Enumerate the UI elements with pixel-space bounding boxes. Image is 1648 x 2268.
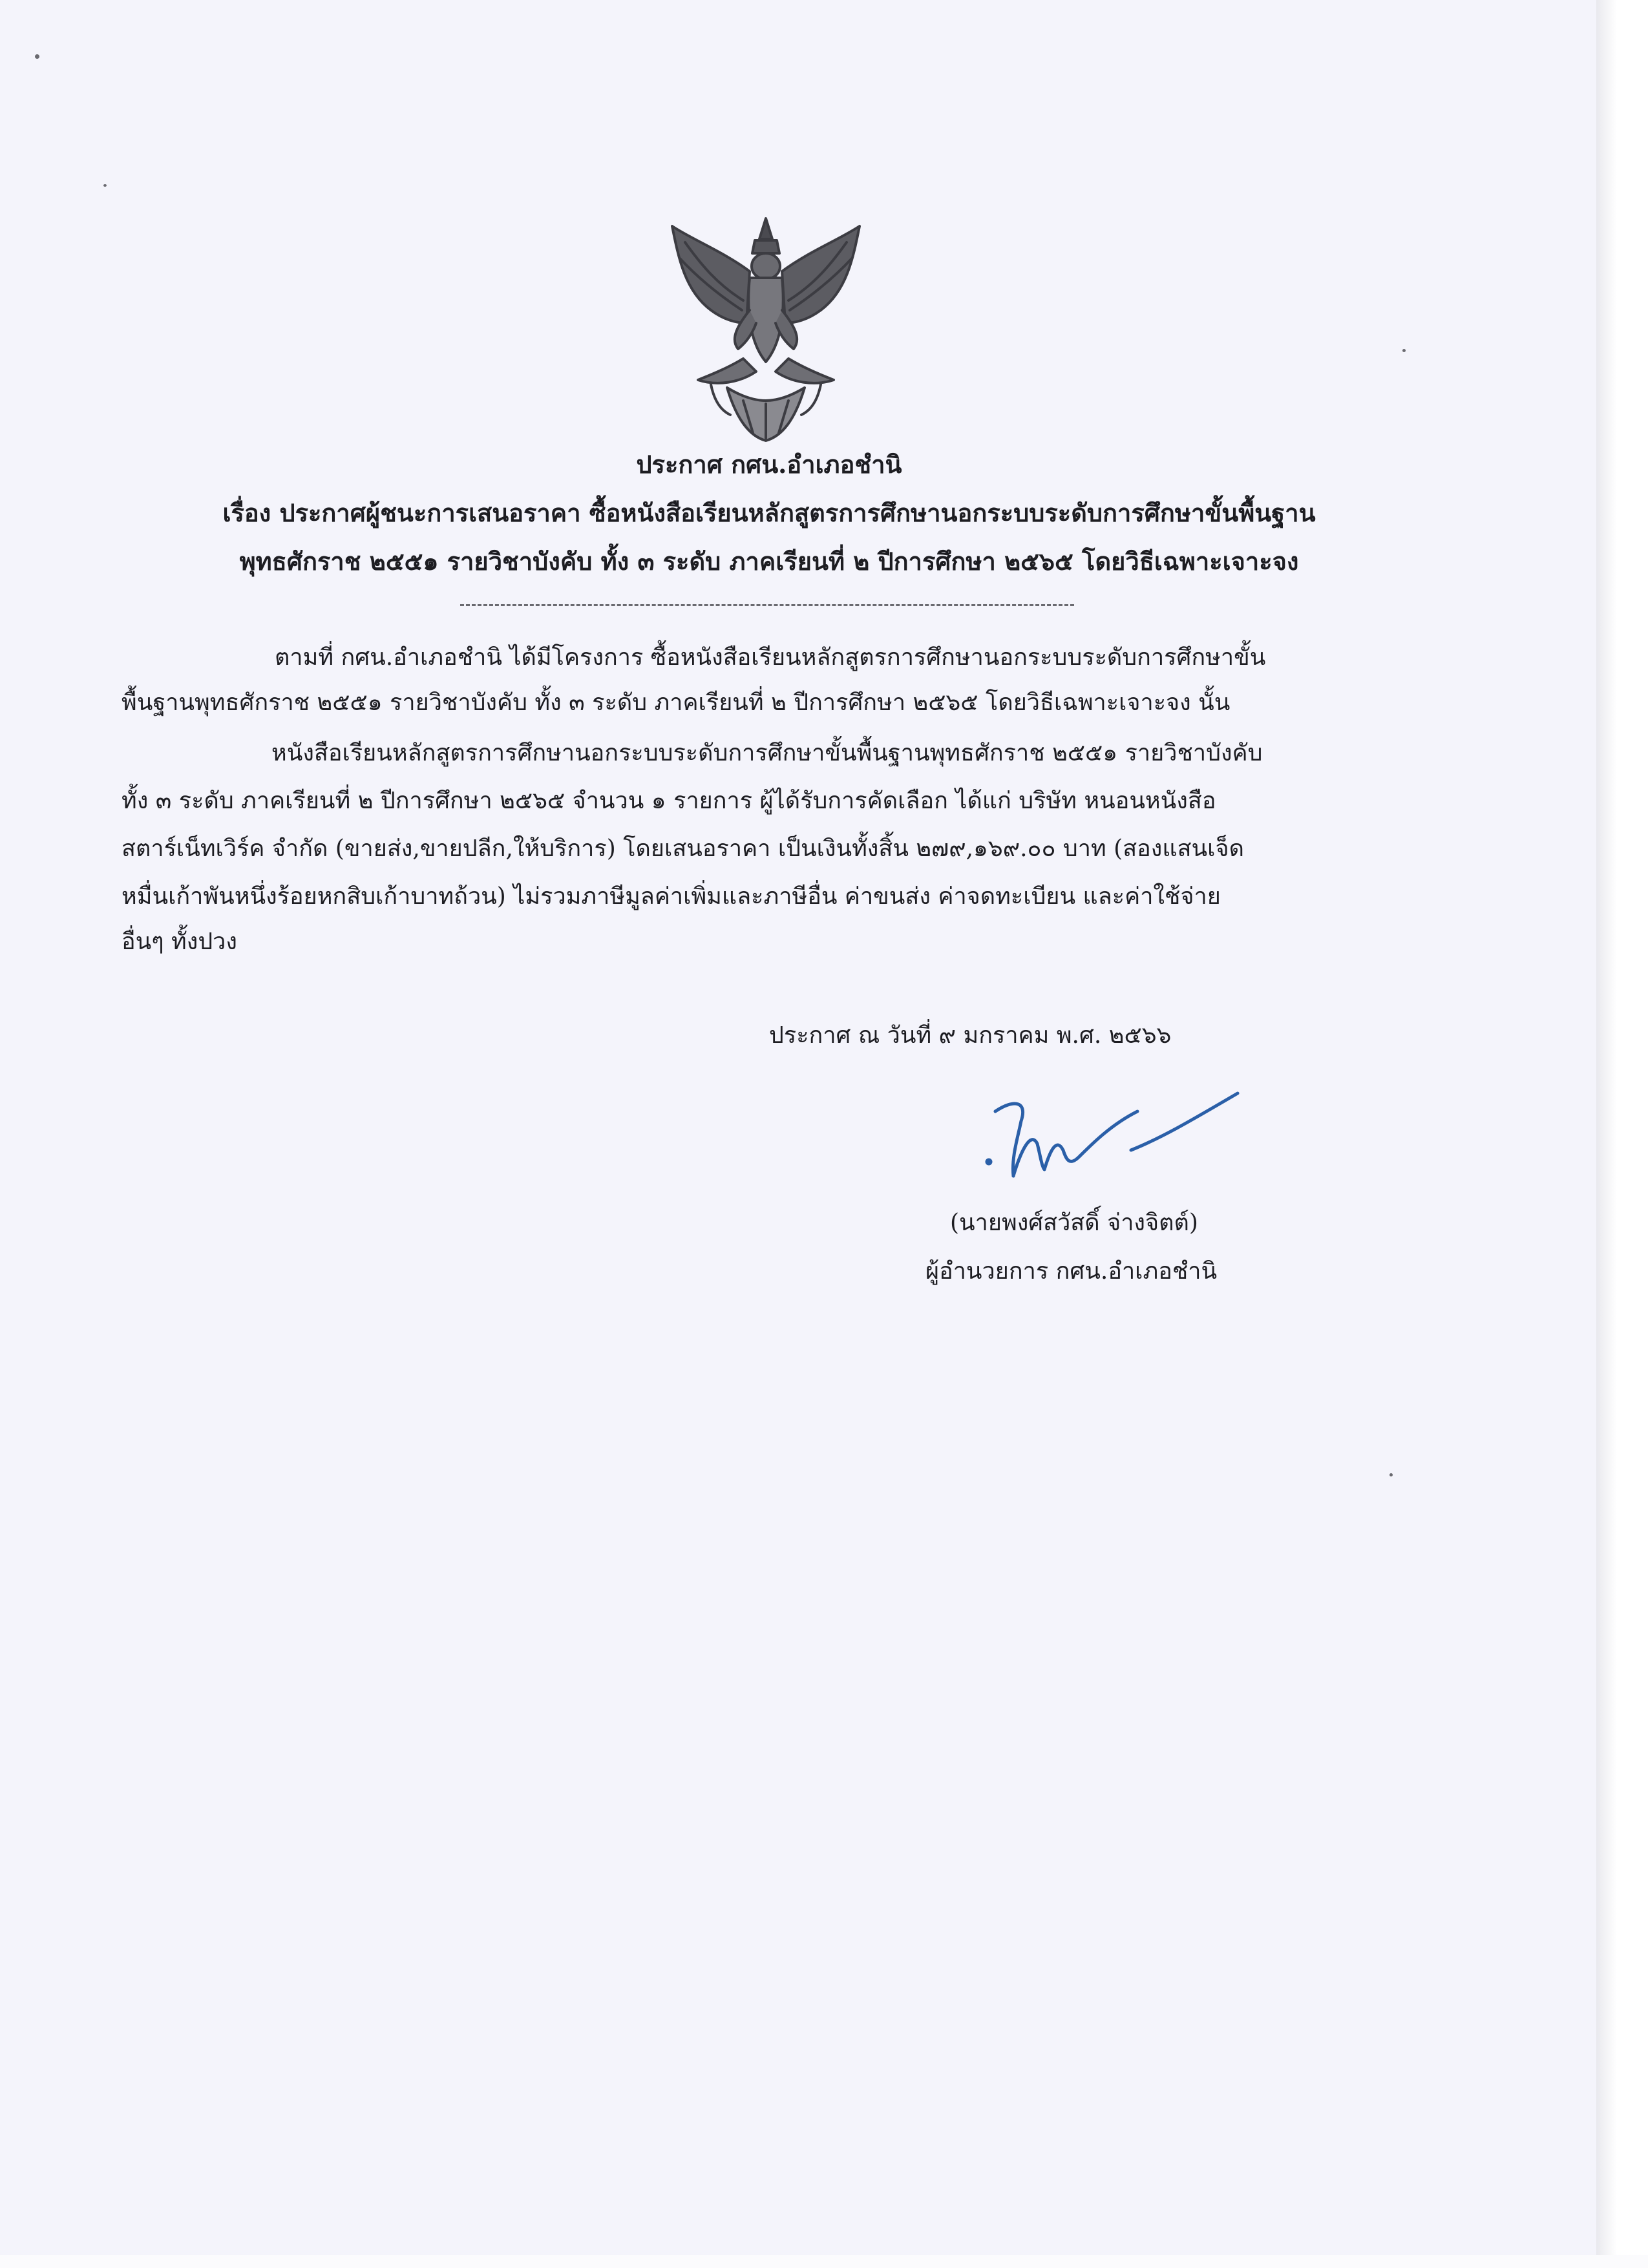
announcement-title: ประกาศ กศน.อำเภอชำนิ (636, 450, 902, 479)
paragraph-2-line-2: ทั้ง ๓ ระดับ ภาคเรียนที่ ๒ ปีการศึกษา ๒๕๖๕ จำนวน ๑ รายการ ผู้ได้รับการคัดเลือก ได้แก่ บริษัท หนอนหนังสือ (121, 788, 1216, 814)
paragraph-2-line-4: หมื่นเก้าพันหนึ่งร้อยหกสิบเก้าบาทถ้วน) ไม่รวมภาษีมูลค่าเพิ่มและภาษีอื่น ค่าขนส่ง ค่าจดทะเบียน และค่าใช้จ่าย (121, 883, 1221, 910)
subject-line-2: พุทธศักราช ๒๕๕๑ รายวิชาบังคับ ทั้ง ๓ ระดับ ภาคเรียนที่ ๒ ปีการศึกษา ๒๕๖๕ โดยวิธีเฉพาะเจาะจง (239, 547, 1299, 576)
scan-bottom-edge (0, 2255, 1648, 2268)
announcement-date: ประกาศ ณ วันที่ ๙ มกราคม พ.ศ. ๒๕๖๖ (769, 1022, 1172, 1049)
paragraph-2-line-3: สตาร์เน็ทเวิร์ค จำกัด (ขายส่ง,ขายปลีก,ให้บริการ) โดยเสนอราคา เป็นเงินทั้งสิ้น ๒๗๙,๑๖๙.๐๐ บาท (สองแสนเจ็ด (121, 835, 1244, 862)
scan-speck (1402, 349, 1406, 352)
paragraph-2-line-1: หนังสือเรียนหลักสูตรการศึกษานอกระบบระดับการศึกษาขั้นพื้นฐานพุทธศักราช ๒๕๕๑ รายวิชาบังคับ (271, 740, 1263, 766)
paragraph-2-line-5: อื่นๆ ทั้งปวง (121, 929, 237, 955)
garuda-emblem-icon (666, 213, 866, 446)
signer-name: (นายพงศ์สวัสดิ์ จ่างจิตต์) (950, 1210, 1198, 1236)
paragraph-1-line-1: ตามที่ กศน.อำเภอชำนิ ได้มีโครงการ ซื้อหนังสือเรียนหลักสูตรการศึกษานอกระบบระดับการศึกษาขั้น (275, 644, 1266, 671)
scan-speck (35, 54, 39, 59)
scan-page-edge (1596, 0, 1648, 2268)
scan-speck (1389, 1473, 1393, 1476)
separator-line (460, 604, 1074, 606)
handwritten-signature (982, 1086, 1247, 1189)
paragraph-1-line-2: พื้นฐานพุทธศักราช ๒๕๕๑ รายวิชาบังคับ ทั้ง ๓ ระดับ ภาคเรียนที่ ๒ ปีการศึกษา ๒๕๖๕ โดยวิธีเฉพาะเจาะจง นั้น (121, 689, 1231, 716)
subject-line-1: เรื่อง ประกาศผู้ชนะการเสนอราคา ซื้อหนังสือเรียนหลักสูตรการศึกษานอกระบบระดับการศึกษาขั้นพื้นฐาน (222, 498, 1316, 527)
signer-position: ผู้อำนวยการ กศน.อำเภอชำนิ (925, 1258, 1218, 1285)
scan-speck (103, 184, 107, 187)
